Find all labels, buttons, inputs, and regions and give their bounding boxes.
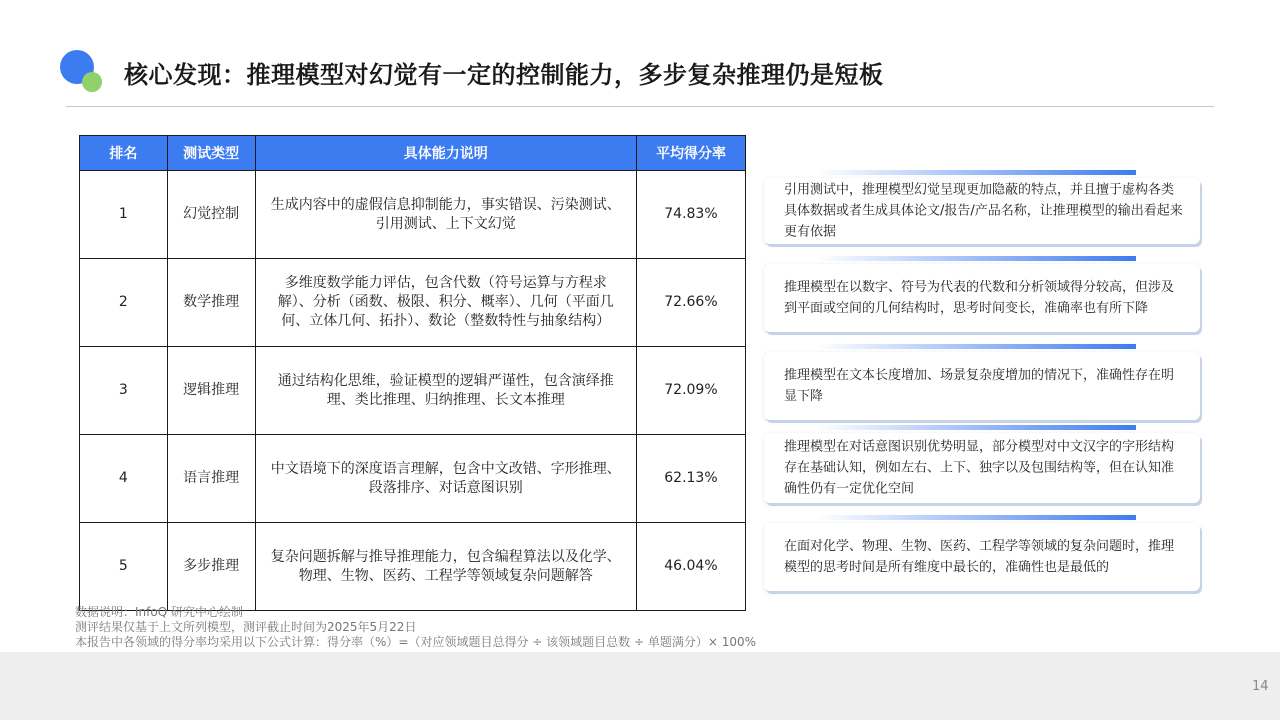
card-accent-bar bbox=[816, 170, 1136, 175]
header-description: 具体能力说明 bbox=[255, 136, 636, 171]
footer-band bbox=[0, 652, 1280, 720]
page-number: 14 bbox=[1252, 679, 1269, 694]
row-rank: 1 bbox=[80, 171, 168, 259]
row-description: 多维度数学能力评估，包含代数（符号运算与方程求解）、分析（函数、极限、积分、概率）、几何（平面几何、立体几何、拓扑）、数论（整数特性与抽象结构） bbox=[255, 259, 636, 347]
row-rank: 2 bbox=[80, 259, 168, 347]
row-type: 多步推理 bbox=[167, 523, 255, 611]
row-score: 72.66% bbox=[636, 259, 745, 347]
finding-card-logic bbox=[764, 352, 1200, 420]
finding-card-math bbox=[764, 264, 1200, 332]
row-type: 逻辑推理 bbox=[167, 347, 255, 435]
row-score: 62.13% bbox=[636, 435, 745, 523]
row-score: 74.83% bbox=[636, 171, 745, 259]
note-line: 测评结果仅基于上文所列模型，测评截止时间为2025年5月22日 bbox=[75, 620, 417, 634]
title-divider bbox=[66, 106, 1214, 107]
header-average-score: 平均得分率 bbox=[636, 136, 745, 171]
note-line: 本报告中各领域的得分率均采用以下公式计算：得分率（%）=（对应领域题目总得分 ÷ 该领域题目总数 ÷ 单题满分）× 100% bbox=[75, 635, 757, 649]
row-type: 语言推理 bbox=[167, 435, 255, 523]
card-accent-bar bbox=[816, 425, 1136, 430]
row-rank: 5 bbox=[80, 523, 168, 611]
data-notes bbox=[75, 605, 756, 650]
row-description: 通过结构化思维，验证模型的逻辑严谨性，包含演绎推理、类比推理、归纳推理、长文本推理 bbox=[255, 347, 636, 435]
table-row bbox=[80, 171, 746, 259]
card-accent-bar bbox=[816, 344, 1136, 349]
brand-logo-icon bbox=[60, 50, 108, 94]
note-line: 数据说明：InfoQ 研究中心绘制 bbox=[75, 605, 243, 619]
finding-text: 引用测试中，推理模型幻觉呈现更加隐蔽的特点，并且擅于虚构各类具体数据或者生成具体论文/报告/产品名称，让推理模型的输出看起来更有依据 bbox=[784, 182, 1183, 240]
header-test-type: 测试类型 bbox=[167, 136, 255, 171]
table-row bbox=[80, 259, 746, 347]
finding-text: 推理模型在以数字、符号为代表的代数和分析领域得分较高，但涉及到平面或空间的几何结构时，思考时间变长，准确率也有所下降 bbox=[784, 280, 1175, 316]
table-row bbox=[80, 523, 746, 611]
row-score: 72.09% bbox=[636, 347, 745, 435]
row-description: 复杂问题拆解与推导推理能力，包含编程算法以及化学、物理、生物、医药、工程学等领域复杂问题解答 bbox=[255, 523, 636, 611]
page-title: 核心发现：推理模型对幻觉有一定的控制能力，多步复杂推理仍是短板 bbox=[124, 61, 884, 89]
finding-card-hallucination bbox=[764, 178, 1200, 244]
row-score: 46.04% bbox=[636, 523, 745, 611]
row-description: 中文语境下的深度语言理解，包含中文改错、字形推理、段落排序、对话意图识别 bbox=[255, 435, 636, 523]
table-row bbox=[80, 347, 746, 435]
finding-card-language bbox=[764, 433, 1200, 503]
table-row bbox=[80, 435, 746, 523]
row-rank: 4 bbox=[80, 435, 168, 523]
ranking-table bbox=[79, 135, 746, 611]
finding-text: 推理模型在文本长度增加、场景复杂度增加的情况下，准确性存在明显下降 bbox=[784, 368, 1175, 404]
row-rank: 3 bbox=[80, 347, 168, 435]
header-rank: 排名 bbox=[80, 136, 168, 171]
row-type: 幻觉控制 bbox=[167, 171, 255, 259]
card-accent-bar bbox=[816, 515, 1136, 520]
card-accent-bar bbox=[816, 256, 1136, 261]
table-header-row bbox=[80, 136, 746, 171]
row-description: 生成内容中的虚假信息抑制能力，事实错误、污染测试、引用测试、上下文幻觉 bbox=[255, 171, 636, 259]
row-type: 数学推理 bbox=[167, 259, 255, 347]
finding-text: 在面对化学、物理、生物、医药、工程学等领域的复杂问题时，推理模型的思考时间是所有维度中最长的，准确性也是最低的 bbox=[784, 539, 1175, 575]
finding-text: 推理模型在对话意图识别优势明显，部分模型对中文汉字的字形结构存在基础认知，例如左右、上下、独字以及包围结构等，但在认知准确性仍有一定优化空间 bbox=[784, 439, 1175, 497]
finding-card-multistep bbox=[764, 523, 1200, 591]
